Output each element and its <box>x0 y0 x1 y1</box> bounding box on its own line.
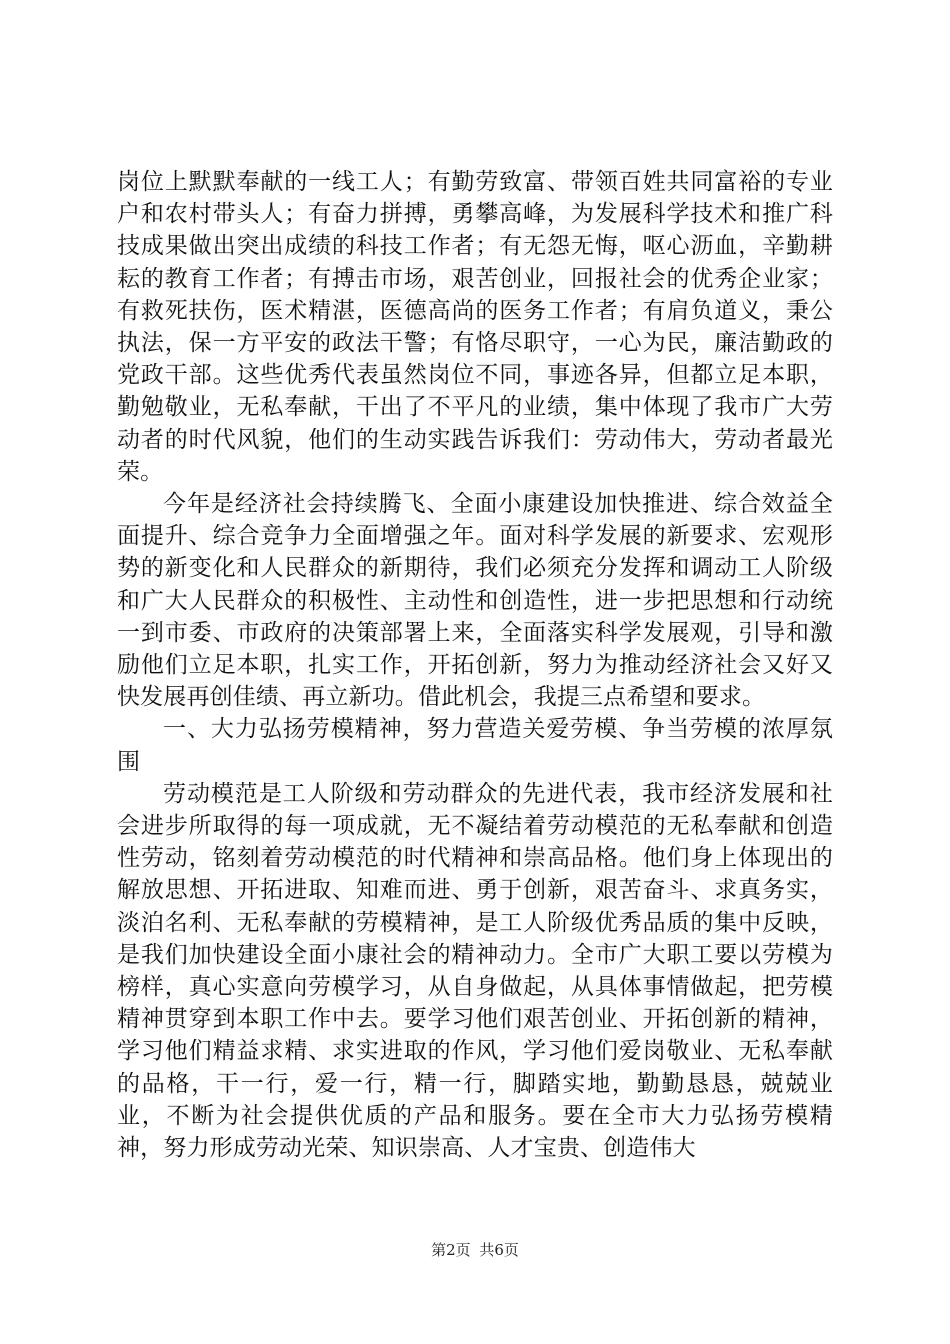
document-body <box>117 166 833 1164</box>
paragraph-3: 劳动模范是工人阶级和劳动群众的先进代表，我市经济发展和社会进步所取得的每一项成就，无不凝结着劳动模范的无私奉献和创造性劳动，铭刻着劳动模范的时代精神和崇高品格。他们身上体现出的解放思想、开拓进取、知难而进、勇于创新，艰苦奋斗、求真务实，淡泊名利、无私奉献的劳模精神，是工人阶级优秀品质的集中反映，是我们加快建设全面小康社会的精神动力。全市广大职工要以劳模为榜样，真心实意向劳模学习，从自身做起，从具体事情做起，把劳模精神贯穿到本职工作中去。要学习他们艰苦创业、开拓创新的精神，学习他们精益求精、求实进取的作风，学习他们爱岗敬业、无私奉献的品格，干一行，爱一行，精一行，脚踏实地，勤勤恳恳，兢兢业业，不断为社会提供优质的产品和服务。要在全市大力弘扬劳模精神，努力形成劳动光荣、知识崇高、人才宝贵、创造伟大 <box>117 780 833 1162</box>
page-footer <box>0 1239 950 1260</box>
page-total: 共6页 <box>479 1241 519 1259</box>
section-heading-1: 一、大力弘扬劳模精神，努力营造关爱劳模、争当劳模的浓厚氛围 <box>117 716 833 775</box>
page-number: 第2页 <box>431 1241 471 1259</box>
paragraph-2: 今年是经济社会持续腾飞、全面小康建设加快推进、综合效益全面提升、综合竞争力全面增强之年。面对科学发展的新要求、宏观形势的新变化和人民群众的新期待，我们必须充分发挥和调动工人阶级和广大人民群众的积极性、主动性和创造性，进一步把思想和行动统一到市委、市政府的决策部署上来，全面落实科学发展观，引导和激励他们立足本职，扎实工作，开拓创新，努力为推动经济社会又好又快发展再创佳绩、再立新功。借此机会，我提三点希望和要求。 <box>117 491 833 711</box>
paragraph-1: 岗位上默默奉献的一线工人；有勤劳致富、带领百姓共同富裕的专业户和农村带头人；有奋力拼搏，勇攀高峰，为发展科学技术和推广科技成果做出突出成绩的科技工作者；有无怨无悔，呕心沥血，辛勤耕耘的教育工作者；有搏击市场，艰苦创业，回报社会的优秀企业家；有救死扶伤，医术精湛，医德高尚的医务工作者；有肩负道义，秉公执法，保一方平安的政法干警；有恪尽职守，一心为民，廉洁勤政的党政干部。这些优秀代表虽然岗位不同，事迹各异，但都立足本职，勤勉敬业，无私奉献，干出了不平凡的业绩，集中体现了我市广大劳动者的时代风貌，他们的生动实践告诉我们：劳动伟大，劳动者最光荣。 <box>117 169 833 485</box>
